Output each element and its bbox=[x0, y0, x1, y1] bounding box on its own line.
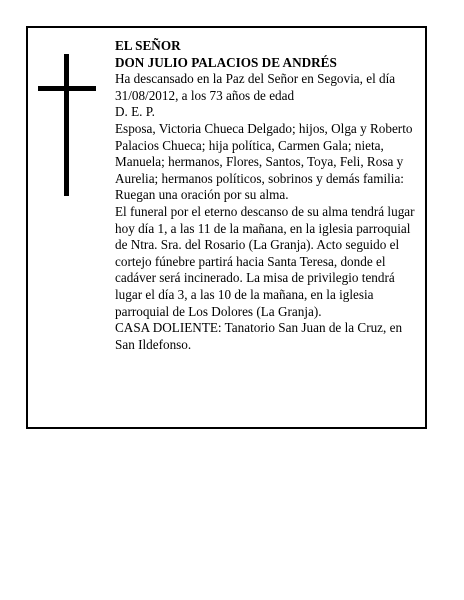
cross-horizontal-bar bbox=[38, 86, 96, 91]
family-paragraph: Esposa, Victoria Chueca Delgado; hijos, Olga y Roberto Palacios Chueca; hija política, Carmen Gala; nieta, Manuela; hermanos, Flores, Santos, Toya, Feli, Rosa y Aurelia; hermanos políticos, sobrinos y demás familia: bbox=[115, 120, 413, 186]
title-line-1: EL SEÑOR bbox=[115, 38, 181, 53]
dep-line: D. E. P. bbox=[115, 104, 155, 120]
cross-vertical-bar bbox=[64, 54, 69, 196]
obituary-text bbox=[115, 38, 421, 353]
passing-paragraph: Ha descansado en la Paz del Señor en Segovia, el día 31/08/2012, a los 73 años de edad bbox=[115, 71, 396, 103]
funeral-paragraph: El funeral por el eterno descanso de su alma tendrá lugar hoy día 1, a las 11 de la mañana, en la iglesia parroquial de Ntra. Sra. del Rosario (La Granja). Acto seguido el cortejo fúnebre partirá hacia Santa Teresa, donde el cadáver será incinerado. La misa de privilegio tendrá lugar el día 3, a las 10 de la mañana, en la iglesia parroquial de Los Dolores (La Granja). bbox=[115, 203, 415, 319]
deceased-name: DON JULIO PALACIOS DE ANDRÉS bbox=[115, 54, 337, 70]
casa-doliente-paragraph: CASA DOLIENTE: Tanatorio San Juan de la Cruz, en San Ildefonso. bbox=[115, 320, 403, 352]
prayer-line: Ruegan una oración por su alma. bbox=[115, 187, 289, 203]
